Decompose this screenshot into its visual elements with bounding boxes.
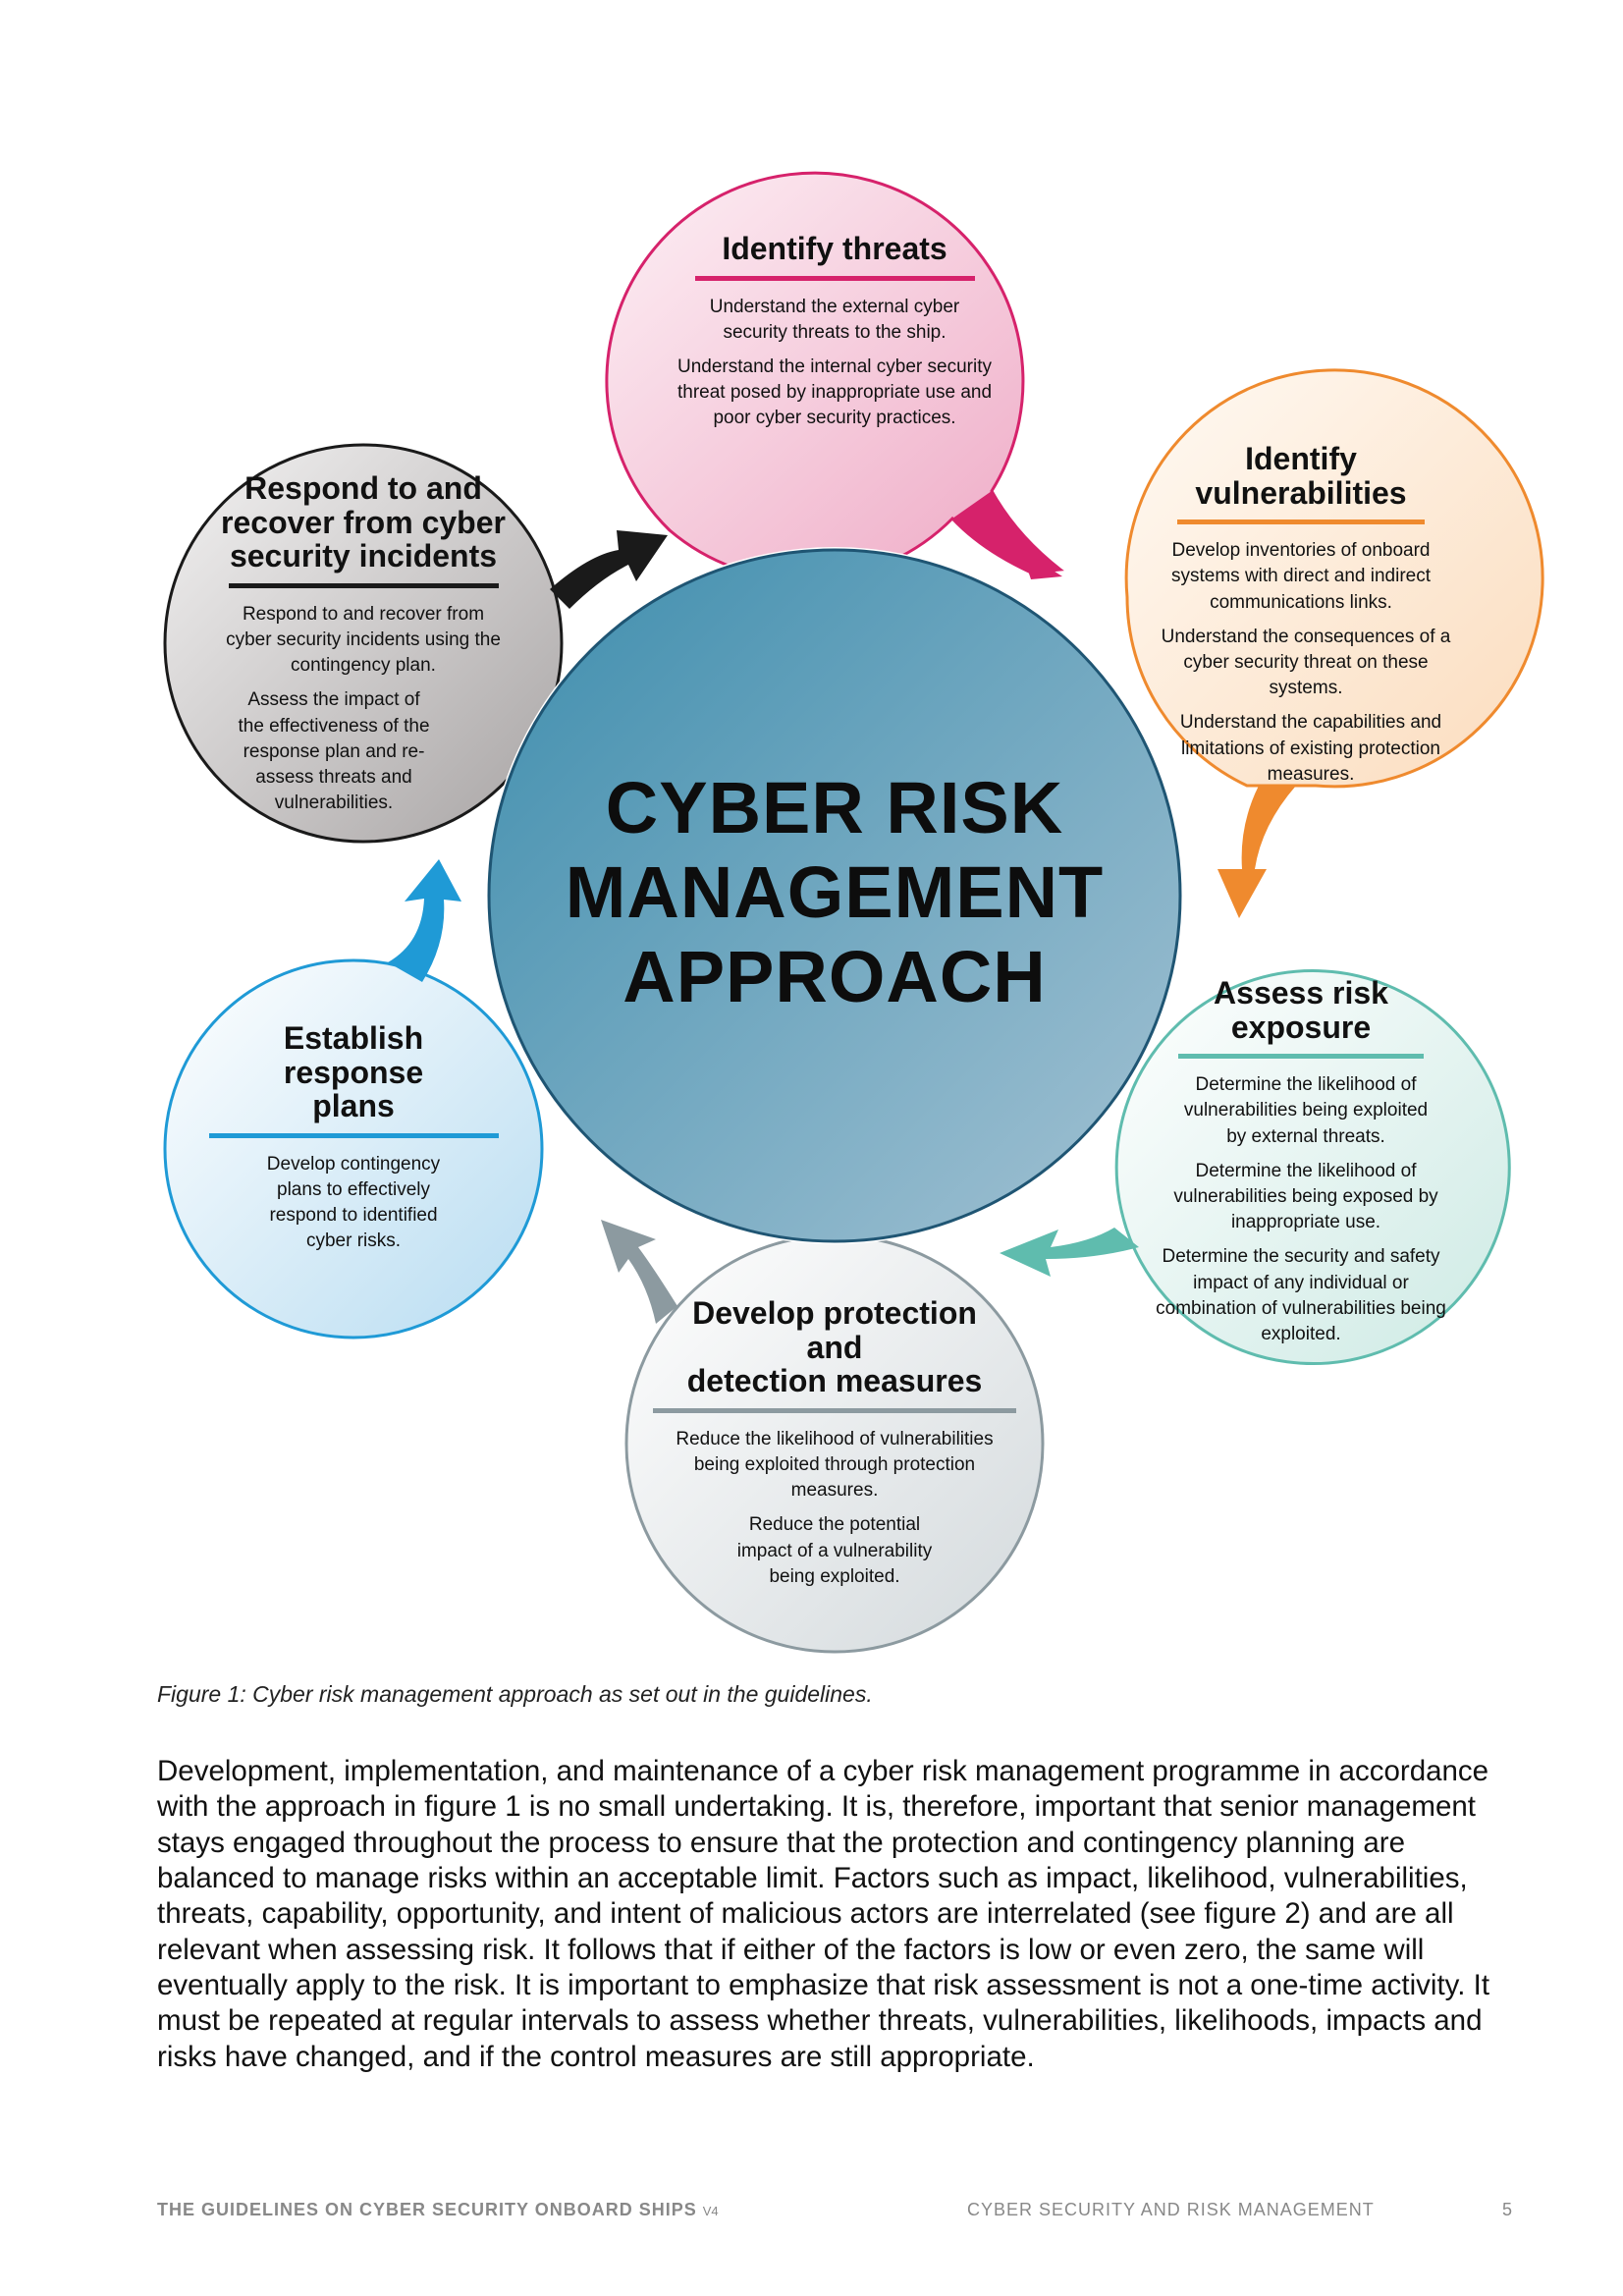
footer-section-title: CYBER SECURITY AND RISK MANAGEMENT bbox=[967, 2200, 1375, 2219]
establish-response-p1: Develop contingency plans to effectively respond to identified cyber risks. bbox=[266, 1153, 441, 1252]
develop-protection-rule bbox=[653, 1408, 1016, 1413]
establish-response-text bbox=[196, 1021, 511, 1264]
identify-threats-p2: Understand the internal cyber security threat posed by inappropriate use and poor cyber security practices. bbox=[676, 355, 993, 429]
figure-caption bbox=[157, 1681, 873, 1708]
figure-label: Figure 1: bbox=[157, 1681, 246, 1707]
footer-title-text: THE GUIDELINES ON CYBER SECURITY ONBOARD SHIPS bbox=[157, 2200, 697, 2219]
identify-vulnerabilities-rule bbox=[1177, 519, 1425, 524]
develop-protection-title bbox=[648, 1296, 1021, 1398]
identify-vulnerabilities-title-1: Identify bbox=[1245, 441, 1357, 476]
center-line-3: APPROACH bbox=[622, 935, 1047, 1017]
develop-protection-text bbox=[648, 1296, 1021, 1599]
assess-risk-title bbox=[1139, 976, 1463, 1044]
identify-vulnerabilities-p1: Develop inventories of onboard systems with direct and indirect communications links. bbox=[1171, 540, 1431, 613]
respond-recover-title-3: security incidents bbox=[229, 538, 498, 574]
establish-response-body bbox=[196, 1152, 511, 1255]
respond-recover-rule bbox=[229, 583, 499, 588]
assess-risk-title-2: exposure bbox=[1230, 1009, 1372, 1045]
assess-risk-p2: Determine the likelihood of vulnerabilities being exposed by inappropriate use. bbox=[1173, 1160, 1438, 1233]
footer-version: V4 bbox=[702, 2204, 719, 2218]
center-title bbox=[491, 766, 1178, 1018]
establish-response-title-3: plans bbox=[312, 1088, 395, 1124]
establish-response-title-2: response bbox=[283, 1054, 424, 1090]
identify-threats-body bbox=[658, 295, 1011, 432]
body-paragraph: Development, implementation, and maintenance of a cyber risk management programme in accordance with the approach in figure 1 is no small undertaking. It is, therefore, important that senior management stays engaged throughout the process to ensure that the protection and contingency planning are balanced to manage risks within an acceptable limit. Factors such as impact, likelihood, vulnerabilities, threats, capability, opportunity, and intent of malicious actors are interrelated (see figure 2) and are all relevant when assessing risk. It follows that if either of the factors is low or even zero, the same will eventually apply to the risk. It is important to emphasize that risk assessment is not a one-time activity. It must be repeated at regular intervals to assess whether threats, vulnerabilities, likelihoods, impacts and risks have changed, and if the control measures are still appropriate. bbox=[157, 1755, 1490, 2073]
respond-recover-title-2: recover from cyber bbox=[221, 504, 506, 540]
figure-caption-text: Cyber risk management approach as set out in the guidelines. bbox=[245, 1681, 873, 1707]
assess-risk-body bbox=[1139, 1072, 1463, 1347]
identify-threats-p1: Understand the external cyber security threats to the ship. bbox=[709, 296, 960, 343]
identify-vulnerabilities-title-2: vulnerabilities bbox=[1195, 474, 1407, 511]
develop-protection-title-1: Develop protection bbox=[692, 1295, 977, 1331]
respond-recover-body bbox=[196, 602, 530, 817]
identify-vulnerabilities-body bbox=[1139, 538, 1463, 788]
respond-recover-title bbox=[196, 471, 530, 574]
center-line-2: MANAGEMENT bbox=[565, 850, 1105, 933]
develop-protection-title-3: detection measures bbox=[686, 1363, 983, 1399]
establish-response-rule bbox=[209, 1133, 499, 1138]
establish-response-title bbox=[196, 1021, 511, 1123]
respond-recover-title-1: Respond to and bbox=[244, 470, 482, 506]
assess-risk-rule bbox=[1178, 1054, 1424, 1059]
identify-vulnerabilities-text bbox=[1139, 442, 1463, 796]
establish-response-title-1: Establish bbox=[283, 1020, 424, 1056]
assess-risk-text bbox=[1139, 976, 1463, 1356]
develop-protection-p2: Reduce the potential impact of a vulnerability being exploited. bbox=[736, 1514, 933, 1587]
footer-document-title bbox=[157, 2200, 719, 2220]
develop-protection-title-2: and bbox=[806, 1329, 863, 1365]
develop-protection-p1: Reduce the likelihood of vulnerabilities being exploited through protection measures. bbox=[676, 1428, 994, 1502]
identify-threats-rule bbox=[695, 276, 975, 281]
identify-vulnerabilities-title bbox=[1139, 442, 1463, 510]
assess-risk-title-1: Assess risk bbox=[1214, 975, 1388, 1011]
develop-protection-body bbox=[648, 1427, 1021, 1590]
identify-threats-text bbox=[658, 232, 1011, 441]
identify-threats-title: Identify threats bbox=[722, 231, 947, 266]
assess-risk-p3: Determine the security and safety impact of any individual or combination of vulnerabilities being exploited. bbox=[1156, 1246, 1446, 1345]
footer-page-number: 5 bbox=[1502, 2200, 1513, 2219]
identify-vulnerabilities-p2: Understand the consequences of a cyber security threat on these systems. bbox=[1161, 626, 1451, 699]
center-line-1: CYBER RISK bbox=[605, 767, 1064, 848]
assess-risk-p1: Determine the likelihood of vulnerabilities being exploited by external threats. bbox=[1183, 1074, 1429, 1147]
respond-recover-p2: Assess the impact of the effectiveness of the response plan and re-assess threats and vulnerabilities. bbox=[238, 689, 430, 814]
respond-recover-p1: Respond to and recover from cyber security incidents using the contingency plan. bbox=[226, 603, 501, 677]
identify-vulnerabilities-p3: Understand the capabilities and limitations of existing protection measures. bbox=[1179, 712, 1442, 785]
respond-recover-text bbox=[196, 471, 530, 825]
